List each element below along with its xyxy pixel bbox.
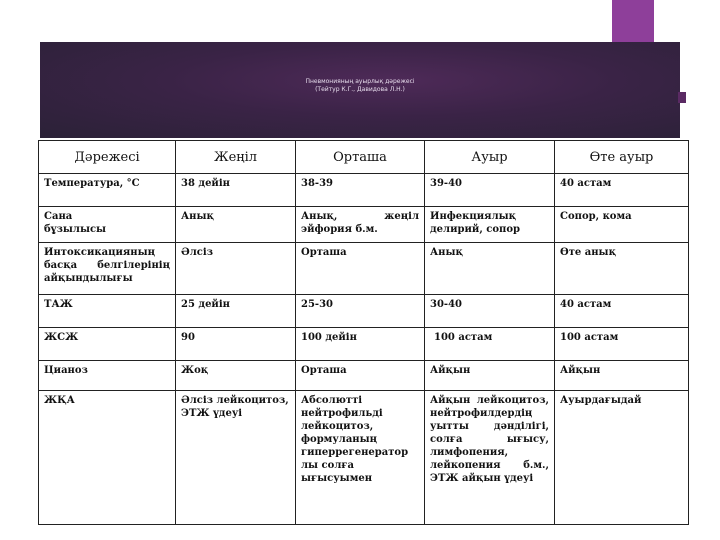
table-header-row: [39, 141, 689, 174]
severity-table: [38, 140, 689, 525]
table-cell: Температура, °С: [39, 174, 176, 207]
table-cell: Сана бұзылысы: [39, 207, 176, 243]
table-row: [39, 361, 689, 391]
decor-square-tiny: [678, 92, 686, 103]
table-cell: Интоксикацияның басқа белгілерінің айқындылығы: [39, 243, 176, 295]
table-cell: ТАЖ: [39, 295, 176, 328]
table-row: [39, 328, 689, 361]
table-cell: 39-40: [425, 174, 555, 207]
table-cell: 38 дейін: [176, 174, 296, 207]
table-cell: Орташа: [296, 361, 425, 391]
table-cell: Сопор, кома: [555, 207, 689, 243]
slide-title-banner: [40, 42, 680, 138]
table-cell: 90: [176, 328, 296, 361]
table-cell: ЖСЖ: [39, 328, 176, 361]
slide-title-line-2: (Тейтур К.Г., Давидова Л.Н.): [315, 86, 405, 93]
table-cell: Айқын лейкоцитоз, нейтрофилдердің уытты дәнділігі, солға ығысу, лимфопения, лейкопения б.м., ЭТЖ айқын үдеуі: [425, 391, 555, 525]
table-cell: Өте анық: [555, 243, 689, 295]
header-severe: Ауыр: [425, 141, 555, 174]
header-mild: Жеңіл: [176, 141, 296, 174]
table-cell: Абсолютті нейтрофильді лейкоцитоз, формуланың гиперрегенератор лы солға ығысуымен: [296, 391, 425, 525]
table-row: [39, 207, 689, 243]
table-row: [39, 295, 689, 328]
table-cell: Әлсіз: [176, 243, 296, 295]
table-cell: 25 дейін: [176, 295, 296, 328]
slide-title-line-1: Пневмонияның ауырлық дәрежесі: [305, 78, 415, 85]
slide-title: [40, 78, 680, 94]
table-cell: Орташа: [296, 243, 425, 295]
table-cell: ЖҚА: [39, 391, 176, 525]
header-moderate: Орташа: [296, 141, 425, 174]
table-cell: Анық, жеңіл эйфория б.м.: [296, 207, 425, 243]
table-cell: Айқын: [425, 361, 555, 391]
table-cell: Цианоз: [39, 361, 176, 391]
table-row: [39, 174, 689, 207]
table-cell: 100 астам: [425, 328, 555, 361]
table-cell: 100 астам: [555, 328, 689, 361]
table-cell: 38-39: [296, 174, 425, 207]
table-cell: 40 астам: [555, 295, 689, 328]
table-cell: Ауырдағыдай: [555, 391, 689, 525]
table-cell: 30-40: [425, 295, 555, 328]
table-cell: Айқын: [555, 361, 689, 391]
table-cell: 100 дейін: [296, 328, 425, 361]
table-cell: Әлсіз лейкоцитоз, ЭТЖ үдеуі: [176, 391, 296, 525]
table-cell: 40 астам: [555, 174, 689, 207]
table-cell: Анық: [425, 243, 555, 295]
table-cell: 25-30: [296, 295, 425, 328]
table-cell: Жоқ: [176, 361, 296, 391]
table-cell: Анық: [176, 207, 296, 243]
header-degree: Дәрежесі: [39, 141, 176, 174]
table-cell: Инфекциялық делирий, сопор: [425, 207, 555, 243]
header-very-severe: Өте ауыр: [555, 141, 689, 174]
table-row: [39, 243, 689, 295]
table-row: [39, 391, 689, 525]
